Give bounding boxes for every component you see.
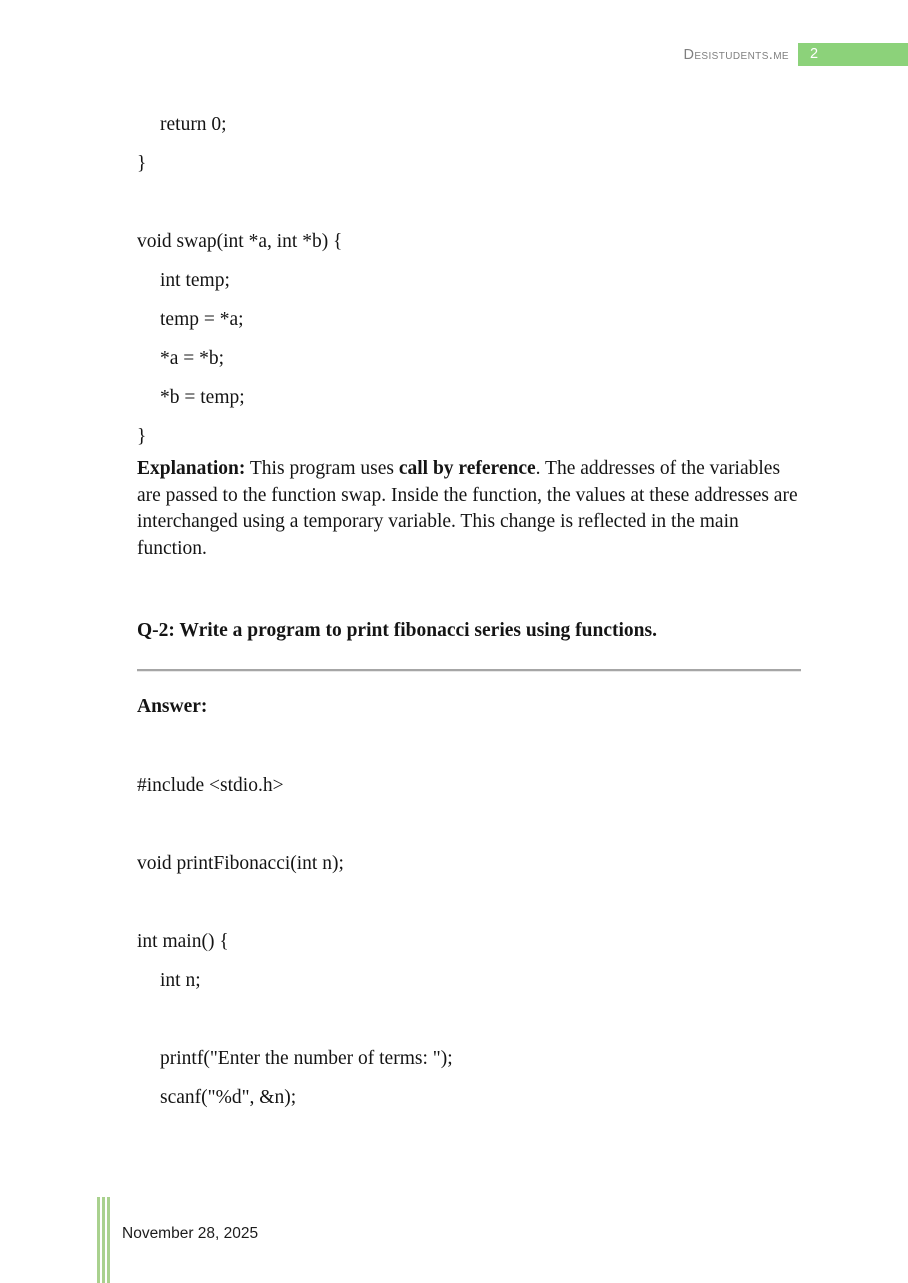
code-line: scanf("%d", &n); bbox=[160, 1087, 297, 1108]
explanation-paragraph bbox=[137, 456, 801, 562]
question-heading: Q-2: Write a program to print fibonacci series using functions. bbox=[137, 620, 657, 641]
site-label: Desistudents.me bbox=[683, 47, 789, 63]
code-block-swap bbox=[137, 105, 801, 456]
code-line: #include <stdio.h> bbox=[137, 775, 284, 796]
explanation-text-before: This program uses bbox=[245, 458, 399, 479]
accent-line bbox=[97, 1197, 100, 1283]
answer-label: Answer: bbox=[137, 696, 208, 717]
explanation-label: Explanation: bbox=[137, 458, 246, 479]
explanation-bold-phrase: call by reference bbox=[398, 458, 536, 479]
section-divider bbox=[137, 669, 801, 672]
code-line: *a = *b; bbox=[160, 348, 225, 369]
code-line: int n; bbox=[160, 970, 201, 991]
code-block-fibonacci bbox=[137, 766, 801, 1117]
footer-date: November 28, 2025 bbox=[122, 1225, 259, 1242]
page-number: 2 bbox=[810, 46, 819, 62]
code-line: *b = temp; bbox=[160, 387, 245, 408]
explanation-text-after: . The addresses of the variables are passed to the function swap. Inside the function, the values at these addresses are interchanged using a temporary variable. This change is reflected in the main function. bbox=[137, 458, 798, 559]
code-line: void printFibonacci(int n); bbox=[137, 853, 344, 874]
code-line: int main() { bbox=[137, 931, 229, 952]
code-line: temp = *a; bbox=[160, 309, 244, 330]
code-line: printf("Enter the number of terms: "); bbox=[160, 1048, 453, 1069]
code-line: } bbox=[137, 153, 147, 174]
accent-line bbox=[102, 1197, 105, 1283]
footer-accent-lines bbox=[97, 1197, 110, 1283]
code-line: return 0; bbox=[160, 114, 227, 135]
code-line: } bbox=[137, 426, 147, 447]
document-body bbox=[137, 105, 801, 1117]
page-number-badge bbox=[798, 43, 908, 66]
code-line: void swap(int *a, int *b) { bbox=[137, 231, 343, 252]
code-line: int temp; bbox=[160, 270, 230, 291]
accent-line bbox=[107, 1197, 110, 1283]
